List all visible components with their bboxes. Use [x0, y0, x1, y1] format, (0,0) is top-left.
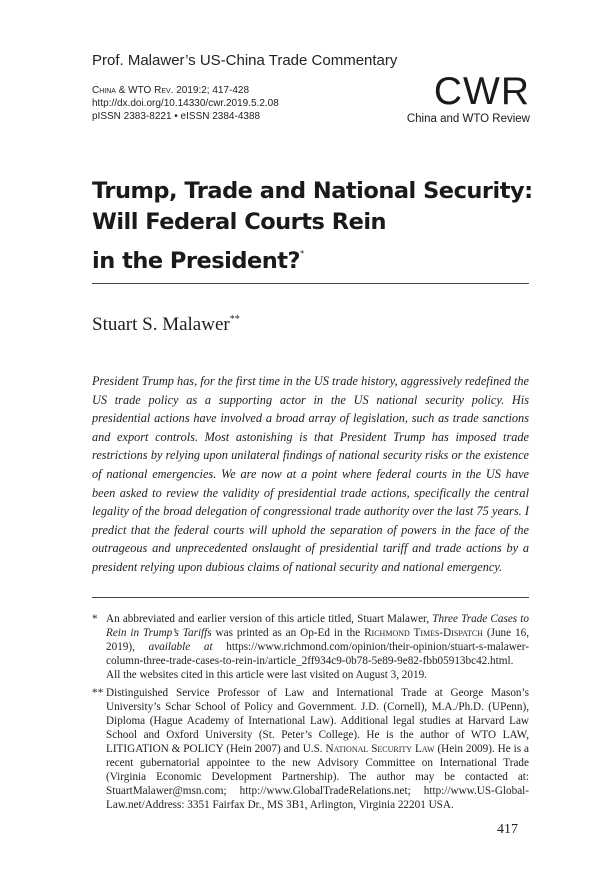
footnote-rule: [92, 597, 529, 598]
newspaper-name: Richmond Times-Dispatch: [364, 627, 483, 639]
op-ed-url[interactable]: https://www.richmond.com/opinion/their-opinion/stuart-s-malawer-column-three-trade-cases-to-rein-in/article_2ff934c9-0b78-5e89-9e82-fbb05913bc42.html. All the websites cited in this article were last visited on August 3, 2019.: [106, 641, 529, 681]
journal-name: China & WTO Rev.: [92, 85, 174, 96]
doi-link[interactable]: http://dx.doi.org/10.14330/cwr.2019.5.2.08: [92, 98, 279, 109]
title-rule: [92, 283, 529, 284]
footnote-2-text: Distinguished Service Professor of Law and International Trade at George Mason’s University’s Schar School of Policy and Government. J.D. (Cornell), M.A./Ph.D. (UPenn), Diploma (Hague Academy of International Law). Additional legal studies at Harvard Law School and Oxford University (St. Peter’s College). He is the author of WTO LAW, LITIGATION & POLICY (Hein 2007) and U.S. National Security Law (Hein 2009). He is a recent gubernatorial appointee to the new Advisory Committee on International Trade (Virginia Economic Development Partnership). The author may be contacted at: StuartMalawer@msn.com; http://www.GlobalTradeRelations.net; http://www.US-Global-Law.net/Address: 3351 Fairfax Dr., MS 3B1, Arlington, Virginia 22201 USA.: [106, 687, 529, 811]
author-name: [92, 314, 240, 336]
logo-subtitle: China and WTO Review: [406, 113, 530, 125]
author-footnote-mark[interactable]: **: [229, 314, 240, 325]
title-line-3: [92, 238, 532, 277]
page-number: 417: [497, 822, 518, 837]
author-text: Stuart S. Malawer: [92, 314, 230, 335]
book-title: National Security Law: [325, 743, 435, 755]
footnote-1-text: An abbreviated and earlier version of this article titled, Stuart Malawer, Three Trade Cases to Rein in Trump’s Tariffs was printed as an Op-Ed in the Richmond Times-Dispatch (June 16, 2019), available at https://www.richmond.com/opinion/their-opinion/stuart-s-malawer-column-three-trade-cases-to-rein-in/article_2ff934c9-0b78-5e89-9e82-fbb05913bc42.html. All the websites cited in this article were last visited on August 3, 2019.: [106, 613, 530, 681]
footnote-1-mark: *: [92, 613, 98, 625]
title-line-3-text: in the President?: [92, 248, 301, 274]
footnote-2: [92, 686, 529, 812]
journal-volume-pages: [92, 84, 279, 97]
issn: pISSN 2383-8221 • eISSN 2384-4388: [92, 111, 261, 122]
footnote-1: [92, 612, 529, 682]
title-line-1: Trump, Trade and National Security:: [92, 178, 533, 204]
title-footnote-mark[interactable]: *: [300, 249, 304, 258]
author-contact[interactable]: (Hein 2009). He is a recent gubernatorial appointee to the new Advisory Committee on International Trade (Virginia Economic Development Partnership). The author may be contacted at: StuartMalawer@msn.com; http://www.GlobalTradeRelations.net; http://www.US-Global-Law.net/Address: 3351 Fairfax Dr., MS 3B1, Arlington, Virginia 22201 USA.: [106, 743, 529, 811]
op-ed-title: Three Trade Cases to Rein in Trump’s Tariffs: [106, 613, 529, 639]
footnotes: [92, 612, 529, 816]
footnote-2-mark: **: [92, 687, 104, 699]
abstract: President Trump has, for the first time in the US trade history, aggressively redefined the US trade policy as a supporting actor in the US national security policy. His presidential actions have involved a broad array of legislation, such as trade sanctions and export controls. Most astonishing is that President Trump has imposed trade restrictions by relying upon unilateral findings of national security risks or the existence of national emergencies. We are now at a point where federal courts in the US have been asked to review the validity of presidential trade actions, specifically the central legality of the broad delegation of congressional trade authority over the last 75 years. I predict that the federal courts will uphold the separation of powers in the face of the outrageous and unprecedented onslaught of presidential tariff and trade actions by a president relying upon dubious claims of national security and national emergency.: [92, 374, 529, 574]
journal-citation: [92, 84, 279, 123]
logo-mark: CWR: [433, 70, 530, 113]
series-title: Prof. Malawer’s US-China Trade Commentary: [92, 52, 398, 69]
article-title: [92, 176, 532, 277]
volume-pages: 2019:2; 417-428: [173, 85, 250, 96]
journal-logo: [380, 72, 530, 125]
title-line-2: Will Federal Courts Rein: [92, 209, 387, 235]
